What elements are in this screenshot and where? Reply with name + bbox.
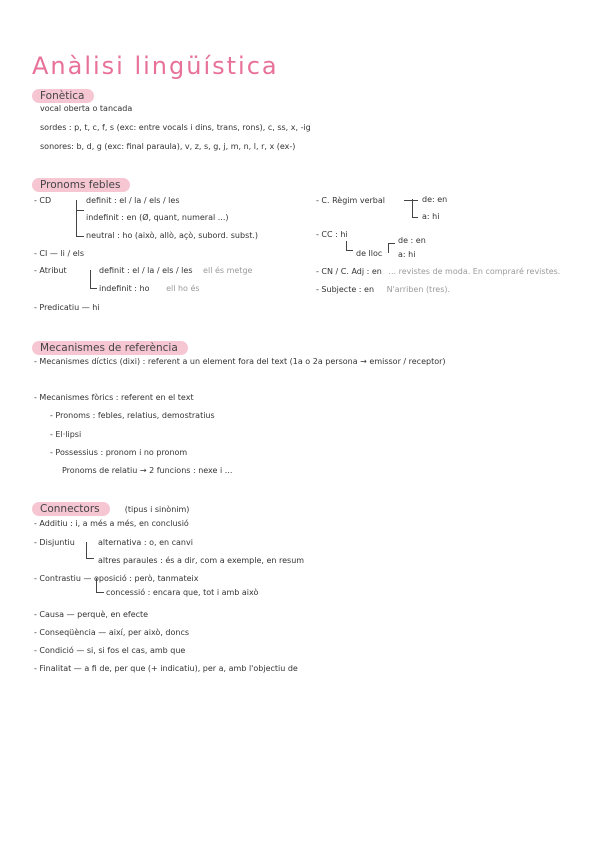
disjuntiu-label: - Disjuntiu xyxy=(34,538,75,547)
atribut-item-indefinit: indefinit : ho ell ho és xyxy=(99,284,200,293)
section-heading-pronoms: Pronoms febles xyxy=(32,173,130,192)
cd-item-definit: definit : el / la / els / les xyxy=(86,196,180,205)
cc-bracket-2 xyxy=(388,243,395,253)
section-heading-mecanismes: Mecanismes de referència xyxy=(32,336,188,355)
regim-bracket-bottom xyxy=(412,217,418,218)
forics-item-pronoms: - Pronoms : febles, relatius, demostratius xyxy=(50,411,215,420)
cc-sub: de lloc xyxy=(356,249,383,258)
fonetica-line-1: vocal oberta o tancada xyxy=(40,104,133,113)
atribut-bracket xyxy=(90,270,97,289)
connector-contrastiu: - Contrastiu — oposició : però, tanmateix xyxy=(34,574,199,583)
cd-item-indefinit: indefinit : en (Ø, quant, numeral ...) xyxy=(86,213,229,222)
mecanismes-deictics: - Mecanismes díctics (dixi) : referent a un element fora del text (1a o 2a persona → emissor / receptor) xyxy=(34,357,446,366)
cc-label: - CC : hi xyxy=(316,230,348,239)
connector-condicio: - Condició — si, si fos el cas, amb que xyxy=(34,646,186,655)
cd-label: - CD xyxy=(34,196,52,205)
connector-finalitat: - Finalitat — a fi de, per que (+ indicatiu), per a, amb l'objectiu de xyxy=(34,664,298,673)
atribut-label: - Atribut xyxy=(34,266,67,275)
forics-item-ellipsi: - El·lipsi xyxy=(50,430,82,439)
regim-bracket xyxy=(412,199,413,217)
regim-item-de: de: en xyxy=(422,195,448,204)
mecanismes-forics: - Mecanismes fòrics : referent en el text xyxy=(34,393,194,402)
connector-causa: - Causa — perquè, en efecte xyxy=(34,610,149,619)
cc-bracket xyxy=(346,241,353,251)
cd-bracket-2 xyxy=(76,210,84,237)
forics-item-relatius: Pronoms de relatiu → 2 funcions : nexe i ... xyxy=(62,466,233,475)
fonetica-line-3: sonores: b, d, g (exc: final paraula), v, z, s, g, j, m, n, l, r, x (ex-) xyxy=(40,142,296,151)
fonetica-line-2: sordes : p, t, c, f, s (exc: entre vocals i dins, trans, rons), c, ss, x, -ig xyxy=(40,123,311,132)
disjuntiu-item-alternativa: alternativa : o, en canvi xyxy=(98,538,193,547)
page-title: Anàlisi lingüística xyxy=(32,52,279,80)
forics-item-possessius: - Possessius : pronom i no pronom xyxy=(50,448,188,457)
subjecte-line: - Subjecte : en N'arriben (tres). xyxy=(316,285,451,294)
disjuntiu-bracket xyxy=(86,542,94,559)
regim-item-a: a: hi xyxy=(422,212,440,221)
regim-bracket-top xyxy=(404,200,418,201)
cd-item-neutral: neutral : ho (això, allò, açò, subord. subst.) xyxy=(86,231,259,240)
connector-additiu: - Additiu : i, a més a més, en conclusió xyxy=(34,519,189,528)
cc-item-a: a: hi xyxy=(398,250,416,259)
ci-line: - CI — li / els xyxy=(34,249,84,258)
predicatiu-line: - Predicatiu — hi xyxy=(34,303,100,312)
section-heading-connectors: Connectors (tipus i sinònim) xyxy=(32,497,189,516)
cc-item-de: de : en xyxy=(398,236,426,245)
section-heading-fonetica: Fonètica xyxy=(32,84,94,103)
regim-label: - C. Règim verbal xyxy=(316,196,386,205)
connector-consequencia: - Conseqüència — així, per això, doncs xyxy=(34,628,190,637)
connector-concessio: concessió : encara que, tot i amb això xyxy=(106,588,259,597)
atribut-item-definit: definit : el / la / els / les ell és metge xyxy=(99,266,253,275)
disjuntiu-item-altres: altres paraules : és a dir, com a exemple, en resum xyxy=(98,556,305,565)
cn-line: - CN / C. Adj : en ... revistes de moda. En compraré revistes. xyxy=(316,267,561,276)
contrastiu-bracket xyxy=(96,578,104,593)
